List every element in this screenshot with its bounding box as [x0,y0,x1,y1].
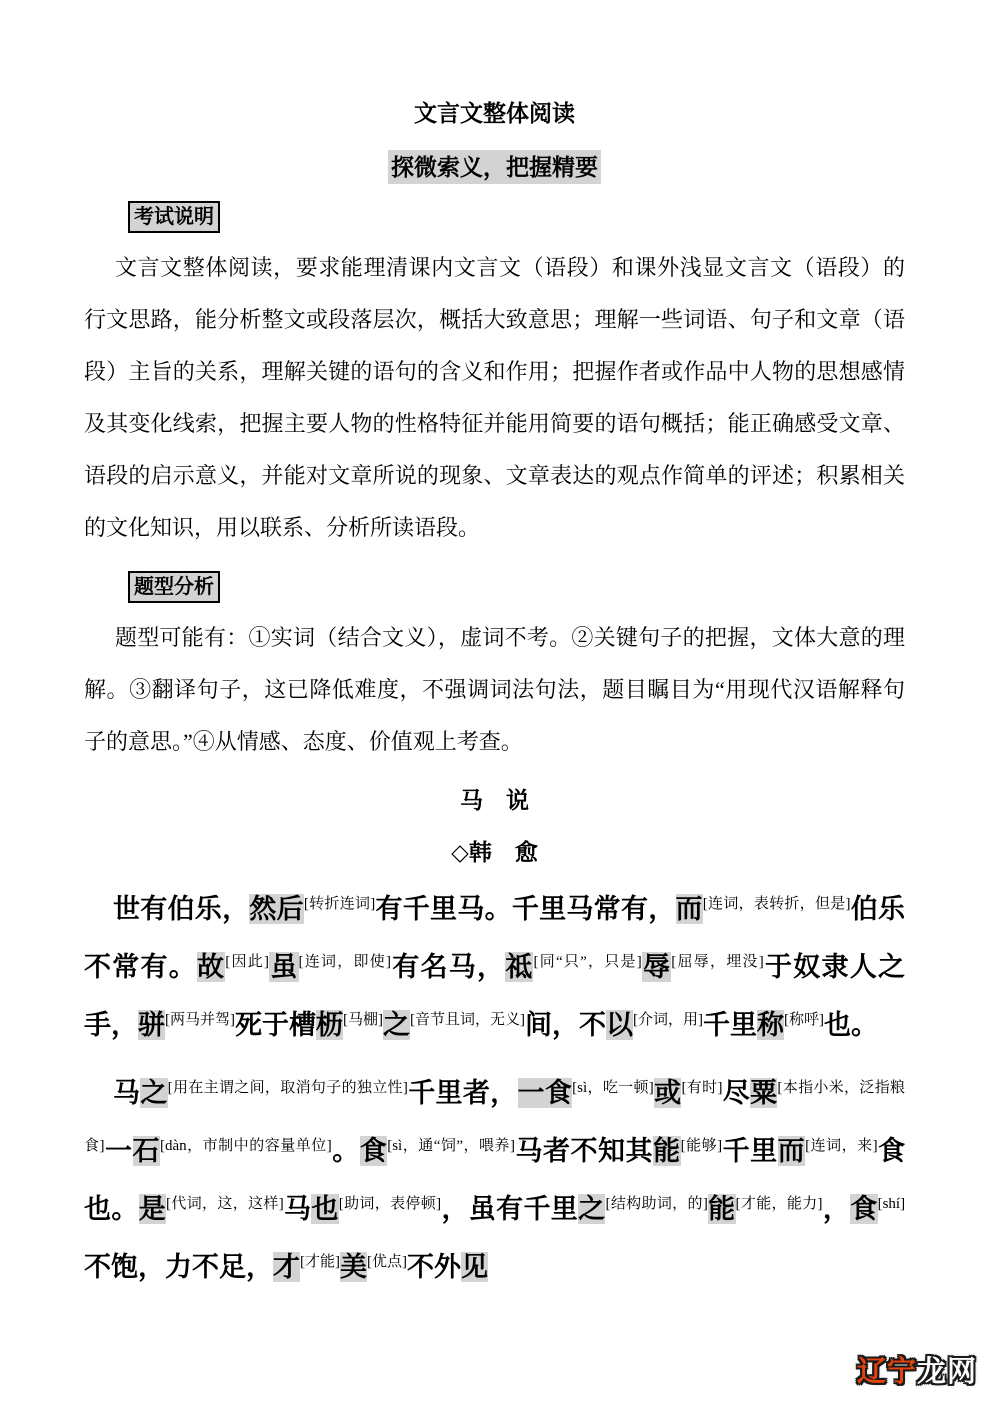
question-types-paragraph: 题型可能有：①实词（结合文义），虚词不考。②关键句子的把握，文体大意的理解。③翻译句子，这已降低难度，不强调词法句法，题目瞩目为“用现代汉语解释句子的意思。”④从情感、态度、价值观上考查。 [84,625,905,754]
highlighted-word: 石 [132,1136,161,1166]
highlighted-word: 才 [273,1252,300,1282]
annotation: [助词，表停顿] [338,1196,442,1212]
highlighted-word: 枥 [316,1010,343,1040]
essay-text: 有名马， [390,952,506,982]
annotation: [连词，表转折，但是] [702,896,851,912]
highlighted-word: 之 [383,1010,410,1040]
annotation: [马棚] [343,1012,383,1028]
highlighted-word: 一食 [517,1078,573,1108]
annotation: [两马并驾] [165,1012,235,1028]
annotation: [有时] [681,1080,723,1096]
essay-title: 马 说 [460,787,529,813]
section-label-question-types: 题型分析 [128,571,220,603]
annotation: [dàn，市制中的容量单位] [160,1138,332,1154]
essay-text: 食也。 [84,1136,906,1224]
essay-text: 世有伯乐， [113,894,250,924]
section-label-row [128,571,905,603]
highlighted-word: 虽 [269,952,299,982]
essay-author: ◇韩 愈 [451,839,538,865]
annotation: [本指小米，泛指粮食] [84,1080,906,1154]
watermark-text-secondary: 龙网 [916,1354,977,1388]
document-subtitle: 探微索义，把握精要 [388,150,601,184]
essay-text: 间，不 [525,1010,606,1040]
essay-text: 有千里马。千里马常有， [375,894,676,924]
highlighted-word: 食 [850,1194,878,1224]
annotation: [能够] [680,1138,723,1154]
highlighted-word: 美 [340,1252,367,1282]
document-title: 文言文整体阅读 [414,100,575,126]
highlighted-word: 称 [757,1010,784,1040]
highlighted-word: 辱 [641,952,672,982]
annotation: [sì，通“饲”，喂养] [387,1138,516,1154]
highlighted-word: 粟 [750,1078,778,1108]
highlighted-word: 骈 [138,1010,165,1040]
annotation: [shí] [877,1196,906,1212]
annotation: [代词，这，这样] [166,1196,284,1212]
section-label-exam-notes: 考试说明 [128,201,220,233]
watermark-text-primary: 辽宁 [856,1354,917,1388]
section-label-row [128,201,905,233]
annotation: [sì，吃一顿] [572,1080,654,1096]
essay-text: 伯乐不常有。 [84,894,906,982]
essay-text: 千里 [703,1010,757,1040]
annotation: [称呼] [784,1012,824,1028]
watermark-logo [857,1349,977,1390]
highlighted-word: 食 [359,1136,388,1166]
annotation: [才能，能力] [735,1196,823,1212]
annotation: [同“只”，只是] [533,954,642,970]
highlighted-word: 能 [707,1194,736,1224]
essay-text: 千里 [722,1136,778,1166]
essay-text: 死于槽 [235,1010,316,1040]
highlighted-word: 也 [311,1194,339,1224]
essay-text: ，虽有千里 [441,1194,579,1224]
highlighted-word: 然后 [249,894,304,924]
annotation: [才能] [300,1254,340,1270]
highlighted-word: 是 [138,1194,167,1224]
annotation: [因此] [225,954,269,970]
exam-notes-paragraph: 文言文整体阅读，要求能理清课内文言文（语段）和课外浅显文言文（语段）的行文思路，能分析整文或段落层次，概括大致意思；理解一些词语、句子和文章（语段）主旨的关系，理解关键的语句的含义和作用；把握作者或作品中人物的思想感情及其变化线索，把握主要人物的性格特征并能用简要的语句概括；能正确感受文章、语段的启示意义，并能对文章所说的现象、文章表达的观点作简单的评述；积累相关的文化知识，用以联系、分析所读语段。 [84,255,905,540]
highlighted-word: 祗 [505,952,534,982]
annotation: [屈辱，埋没] [671,954,764,970]
essay-text: 一 [104,1136,133,1166]
essay-text: 马 [113,1078,141,1108]
essay-text: 不饱，力不足， [84,1252,273,1282]
annotation: [连词，即使] [298,954,391,970]
essay-text: 于奴隶人之手， [84,952,906,1040]
annotation: [连词，来] [805,1138,878,1154]
essay-paragraph-1 [84,878,905,1052]
essay-text: 。 [331,1136,360,1166]
essay-paragraph-2 [84,1062,905,1294]
highlighted-word: 故 [197,952,226,982]
highlighted-word: 能 [653,1136,681,1166]
essay-text: 不外 [407,1252,461,1282]
subtitle-row [84,150,905,184]
annotation: [音节且词，无义] [410,1012,525,1028]
highlighted-word: 而 [675,894,703,924]
essay-text: 尽 [722,1078,751,1108]
essay-text: 千里者， [407,1078,518,1108]
essay-text: 马 [283,1194,312,1224]
annotation: [结构助词，的] [605,1196,708,1212]
highlighted-word: 见 [461,1252,488,1282]
essay-text: ， [822,1194,851,1224]
annotation: [用在主谓之间，取消句子的独立性] [167,1080,408,1096]
highlighted-word: 之 [140,1078,168,1108]
highlighted-word: 而 [777,1136,806,1166]
highlighted-word: 或 [653,1078,682,1108]
annotation: [介词，用] [633,1012,703,1028]
essay-text: 也。 [824,1010,878,1040]
highlighted-word: 之 [578,1194,606,1224]
annotation: [转折连词] [303,896,376,912]
highlighted-word: 以 [606,1010,633,1040]
essay-text: 马者不知其 [515,1136,654,1166]
annotation: [优点] [367,1254,407,1270]
